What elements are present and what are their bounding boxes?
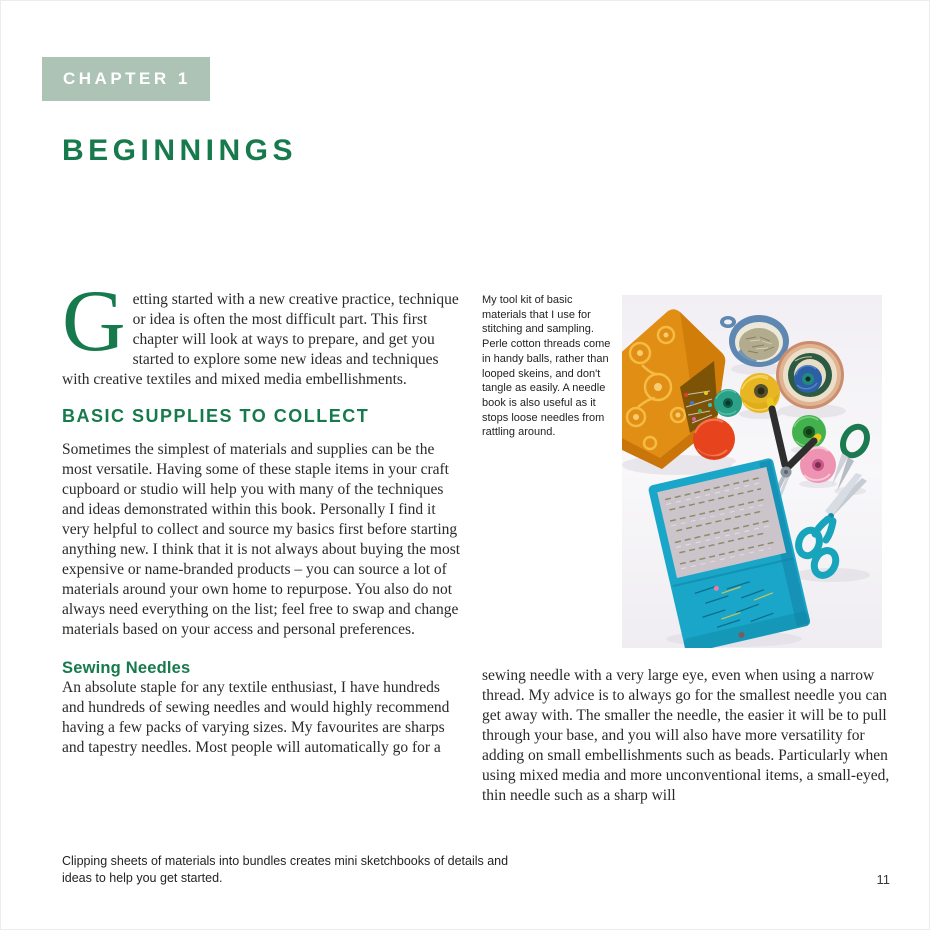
thread-ball-blue — [794, 365, 822, 393]
right-column-body: sewing needle with a very large eye, even when using a narrow thread. My advice is to always go for the smallest needle you can get away with. The smaller the needle, the easier it will be to pull through your base, and you will also have more versatility for adding on small embellishments such as beads. Particularly when using mixed media and more unconventional items, a small-eyed, thin needle such as a sharp will — [482, 667, 890, 804]
thread-ball-teal — [714, 389, 742, 417]
section-heading: BASIC SUPPLIES TO COLLECT — [62, 406, 370, 426]
chapter-label: CHAPTER 1 — [63, 69, 191, 88]
photo-caption: My tool kit of basic materials that I use for stitching and sampling. Perle cotton threads come in handy balls, rather than looped skeins, and don't tangle as easily. A needle book is also useful as it stops loose needles from rattling around. — [482, 294, 611, 439]
intro-text: etting started with a new creative practice, technique or idea is often the most difficult part. This first chapter will look at ways to prepare, and get you started to explore some new ideas and techniques with creative textiles and mixed media embellishments. — [62, 291, 459, 388]
intro-paragraph — [62, 273, 465, 390]
page-number: 11 — [876, 872, 890, 887]
thread-ball-red — [693, 418, 735, 460]
subsection-body: An absolute staple for any textile enthusiast, I have hundreds and hundreds of sewing needles and would highly recommend having a few packs of varying sizes. My favourites are sharps and tapestry needles. Most people will automatically go for a — [62, 679, 450, 756]
chapter-label-box — [42, 57, 210, 101]
section-body: Sometimes the simplest of materials and supplies can be the most versatile. Having some of these staple items in your craft cupboard or studio will help you with many of the techniques and ideas demonstrated within this book. Personally I find it very helpful to collect and source my basics first before starting anything new. I think that it is not always about buying the most expensive or name-branded products – you can source a lot of materials around your own home to repurpose. You also do not always need everything on the list; feel free to swap and change materials based on your access and personal preferences. — [62, 441, 461, 638]
left-column — [62, 273, 465, 758]
tool-kit-photo — [622, 295, 882, 648]
bottom-caption: Clipping sheets of materials into bundles creates mini sketchbooks of details and ideas to help you get started. — [62, 854, 509, 885]
subsection-heading: Sewing Needles — [62, 659, 191, 677]
drop-cap: G — [62, 273, 126, 370]
terracotta-bowl — [776, 341, 844, 409]
page-title: BEGINNINGS — [62, 134, 298, 167]
